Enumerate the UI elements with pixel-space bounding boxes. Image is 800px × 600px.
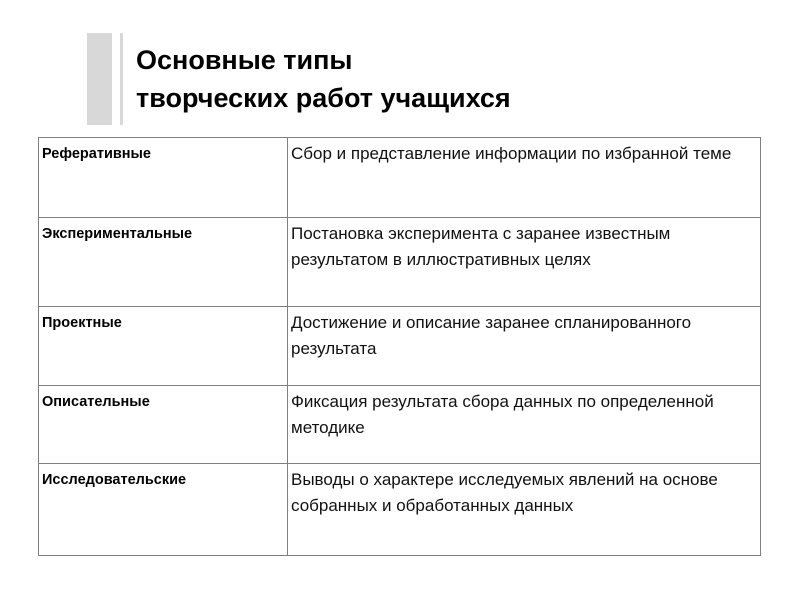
work-description-cell: Постановка эксперимента с заранее известным результатом в иллюстративных целях <box>288 218 761 307</box>
work-types-table <box>38 137 761 556</box>
work-type-cell: Экспериментальные <box>39 218 288 307</box>
decorative-accent-bar <box>87 33 112 125</box>
table-row <box>39 138 761 218</box>
slide-title-line-1: Основные типы <box>136 45 353 75</box>
table-row <box>39 386 761 464</box>
work-description-cell: Фиксация результата сбора данных по определенной методике <box>288 386 761 464</box>
table-row <box>39 218 761 307</box>
work-type-cell: Описательные <box>39 386 288 464</box>
work-type-cell: Исследовательские <box>39 464 288 556</box>
table-row <box>39 464 761 556</box>
slide-title-line-2: творческих работ учащихся <box>136 83 511 113</box>
work-type-cell: Реферативные <box>39 138 288 218</box>
work-type-cell: Проектные <box>39 307 288 386</box>
slide-title <box>136 41 511 117</box>
work-description-cell: Сбор и представление информации по избранной теме <box>288 138 761 218</box>
work-description-cell: Выводы о характере исследуемых явлений на основе собранных и обработанных данных <box>288 464 761 556</box>
table-row <box>39 307 761 386</box>
decorative-accent-line <box>120 33 123 125</box>
work-description-cell: Достижение и описание заранее спланированного результата <box>288 307 761 386</box>
